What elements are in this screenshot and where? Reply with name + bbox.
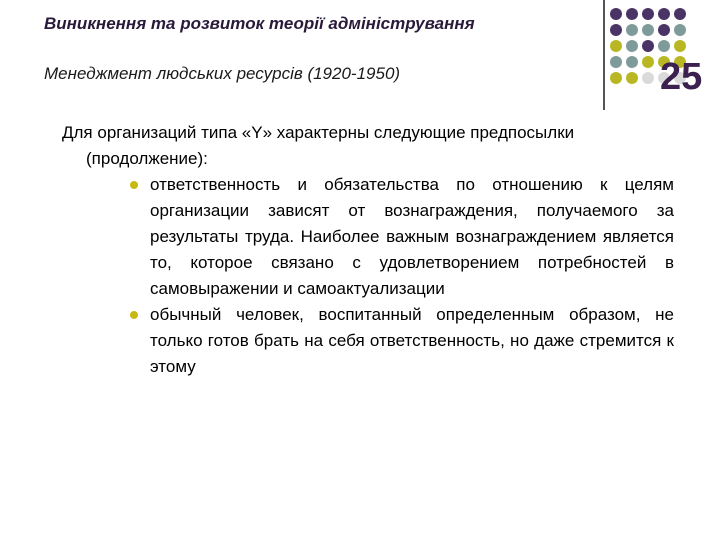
- decorative-dot: [658, 40, 670, 52]
- decorative-dot: [674, 40, 686, 52]
- slide-title: Виникнення та розвиток теорії адміністрування: [44, 14, 475, 33]
- decorative-dot: [642, 24, 654, 36]
- decorative-dot: [642, 72, 654, 84]
- bullet-text: ответственность и обязательства по отношению к целям организации зависят от вознаграждения, получаемого за результаты труда. Наиболее важным вознаграждением является то, которое связано с удовлетворением потребностей в самовыражении и самоактуализации: [150, 175, 674, 298]
- decorative-dot: [626, 40, 638, 52]
- header-divider: [603, 0, 605, 110]
- decorative-dot: [610, 56, 622, 68]
- bullet-dot-icon: [130, 181, 138, 189]
- decorative-dot: [610, 72, 622, 84]
- decorative-dot: [642, 40, 654, 52]
- bullet-list: [62, 172, 674, 380]
- slide-body: [62, 120, 674, 380]
- decorative-dot: [626, 8, 638, 20]
- decorative-dot: [626, 24, 638, 36]
- slide-number: 25: [660, 56, 703, 98]
- bullet-text: обычный человек, воспитанный определенным образом, не только готов брать на себя ответственность, но даже стремится к этому: [150, 305, 674, 376]
- decorative-dot: [610, 8, 622, 20]
- bullet-item: [150, 302, 674, 380]
- body-intro: Для организаций типа «Y» характерны следующие предпосылки (продолжение):: [62, 123, 575, 168]
- decorative-dot: [642, 56, 654, 68]
- bullet-dot-icon: [130, 311, 138, 319]
- decorative-dot: [658, 8, 670, 20]
- decorative-dot: [674, 8, 686, 20]
- slide-subtitle: Менеджмент людських ресурсів (1920-1950): [44, 64, 401, 83]
- bullet-item: [150, 172, 674, 302]
- decorative-dot: [658, 24, 670, 36]
- decorative-dot: [610, 24, 622, 36]
- decorative-dot: [626, 72, 638, 84]
- decorative-dot: [626, 56, 638, 68]
- decorative-dot: [610, 40, 622, 52]
- decorative-dot: [642, 8, 654, 20]
- decorative-dot: [674, 24, 686, 36]
